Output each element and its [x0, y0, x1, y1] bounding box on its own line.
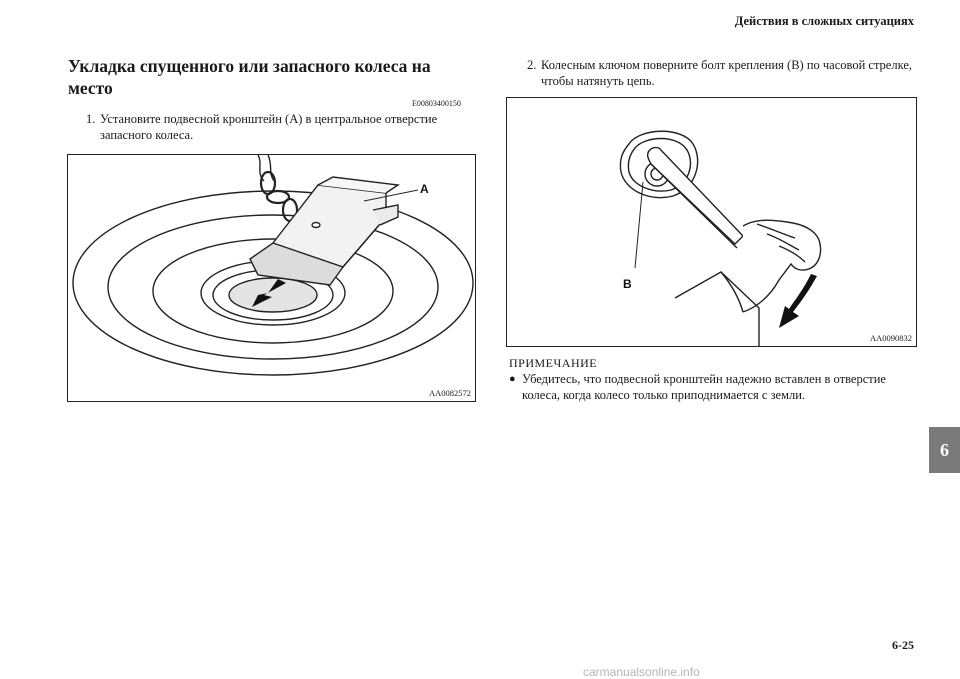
callout-b: B [623, 277, 632, 291]
page-number: 6-25 [892, 638, 914, 652]
chapter-tab-number: 6 [940, 440, 949, 460]
step-1-text: Установите подвесной кронштейн (A) в центральное отверстие запасного колеса. [100, 112, 438, 142]
chapter-tab [929, 427, 960, 473]
figure-bracket-install [67, 154, 476, 402]
step-2 [527, 58, 917, 89]
section-code: E00803400150 [412, 99, 461, 108]
section-heading: Укладка спущенного или запасного колеса на место [68, 56, 431, 98]
step-2-text: Колесным ключом поверните болт крепления (B) по часовой стрелке, чтобы натянуть цепь. [541, 58, 913, 88]
figure-2-code: AA0090832 [869, 333, 912, 343]
bullet-icon: ● [509, 373, 516, 385]
running-header: Действия в сложных ситуациях [734, 14, 914, 28]
figure-wrench-bolt [506, 97, 917, 347]
step-1 [86, 112, 486, 143]
step-2-number: 2. [527, 58, 537, 72]
note-text: Убедитесь, что подвесной кронштейн надежно вставлен в отверстие колеса, когда колесо только приподнимается с земли. [522, 372, 886, 402]
callout-a: A [420, 182, 429, 196]
bracket-illustration [68, 155, 475, 401]
watermark-text: carmanualsonline.info [583, 665, 700, 679]
wrench-illustration [507, 98, 916, 346]
note-item [509, 372, 909, 403]
step-1-number: 1. [86, 112, 96, 126]
note-label: ПРИМЕЧАНИЕ [509, 356, 598, 370]
figure-1-code: AA0082572 [428, 388, 471, 398]
